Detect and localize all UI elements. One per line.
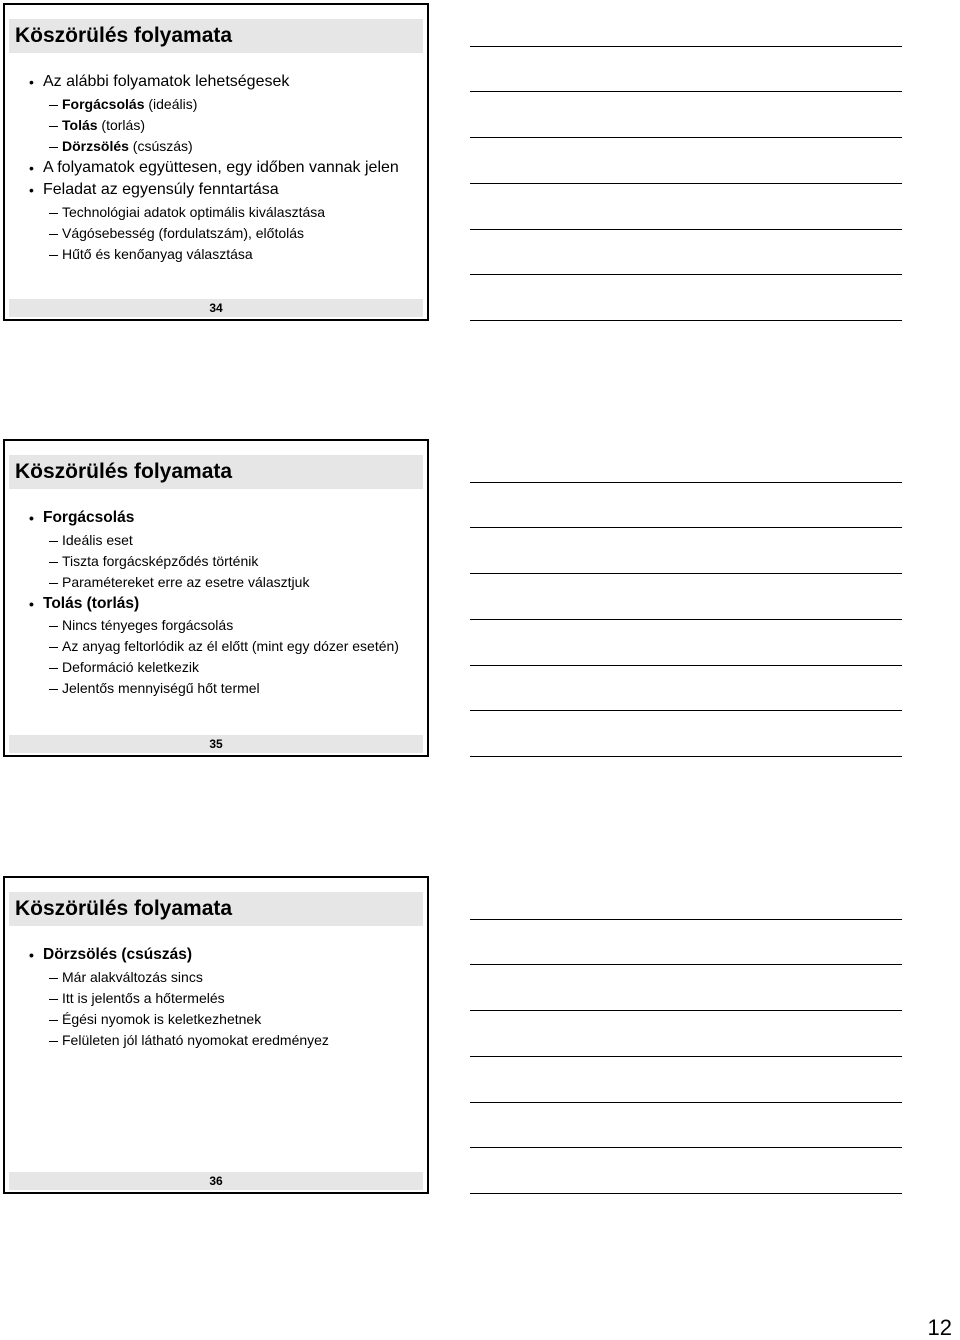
sub-bullet-item: Paramétereket erre az esetre választjuk [5,572,425,593]
sub-bullet-item: Jelentős mennyiségű hőt termel [5,678,425,699]
note-line [470,46,902,47]
note-line [470,964,902,965]
bullet-item: • A folyamatok együttesen, egy időben vannak jelen [5,157,425,180]
slide-content [5,944,425,1051]
slide-content [5,71,425,265]
bold-term: Dörzsölés [62,137,129,154]
term-note: (torlás) [97,116,145,133]
slide-title: Köszörülés folyamata [9,892,423,926]
slide-34 [3,3,429,321]
slide-title: Köszörülés folyamata [9,455,423,489]
sub-bullet-item: Felületen jól látható nyomokat eredményez [5,1030,425,1051]
slide-title: Köszörülés folyamata [9,19,423,53]
note-line [470,320,902,321]
sub-bullet-item: Itt is jelentős a hőtermelés [5,988,425,1009]
bullet-item: • Tolás (torlás) [5,593,425,616]
note-line [470,710,902,711]
note-line [470,1056,902,1057]
term-note: (ideális) [144,95,198,112]
slide-36 [3,876,429,1194]
sub-bullet-item: Deformáció keletkezik [5,657,425,678]
note-line [470,183,902,184]
slide-number: 35 [9,735,423,753]
note-line [470,665,902,666]
page-number: 12 [927,1315,952,1340]
bullet-item: • Dörzsölés (csúszás) [5,944,425,967]
sub-bullet-item: Nincs tényeges forgácsolás [5,615,425,636]
note-line [470,1147,902,1148]
note-line [470,919,902,920]
sub-bullet-item: Technológiai adatok optimális kiválasztása [5,202,425,223]
slide-number: 34 [9,299,423,317]
note-line [470,482,902,483]
bullet-item: • Az alábbi folyamatok lehetségesek [5,71,425,94]
sub-bullet-item: Égési nyomok is keletkezhetnek [5,1009,425,1030]
slide-number: 36 [9,1172,423,1190]
note-line [470,756,902,757]
sub-bullet-item [5,94,425,115]
note-line [470,91,902,92]
note-line [470,274,902,275]
sub-bullet-item [5,115,425,136]
slide-content [5,507,425,699]
sub-bullet-item: Már alakváltozás sincs [5,967,425,988]
note-line [470,1193,902,1194]
sub-bullet-item: Tiszta forgácsképződés történik [5,551,425,572]
note-line [470,229,902,230]
bullet-item: • Forgácsolás [5,507,425,530]
sub-bullet-item: Hűtő és kenőanyag választása [5,244,425,265]
bold-term: Forgácsolás [62,95,145,112]
sub-bullet-item: Vágósebesség (fordulatszám), előtolás [5,223,425,244]
note-line [470,573,902,574]
bullet-item: • Feladat az egyensúly fenntartása [5,179,425,202]
sub-bullet-item: Az anyag feltorlódik az él előtt (mint egy dózer esetén) [5,636,425,657]
note-line [470,619,902,620]
sub-bullet-item [5,136,425,157]
note-line [470,1010,902,1011]
note-line [470,137,902,138]
bold-term: Tolás [62,116,98,133]
slide-35 [3,439,429,757]
note-line [470,527,902,528]
term-note: (csúszás) [128,137,193,154]
sub-bullet-item: Ideális eset [5,530,425,551]
note-line [470,1102,902,1103]
